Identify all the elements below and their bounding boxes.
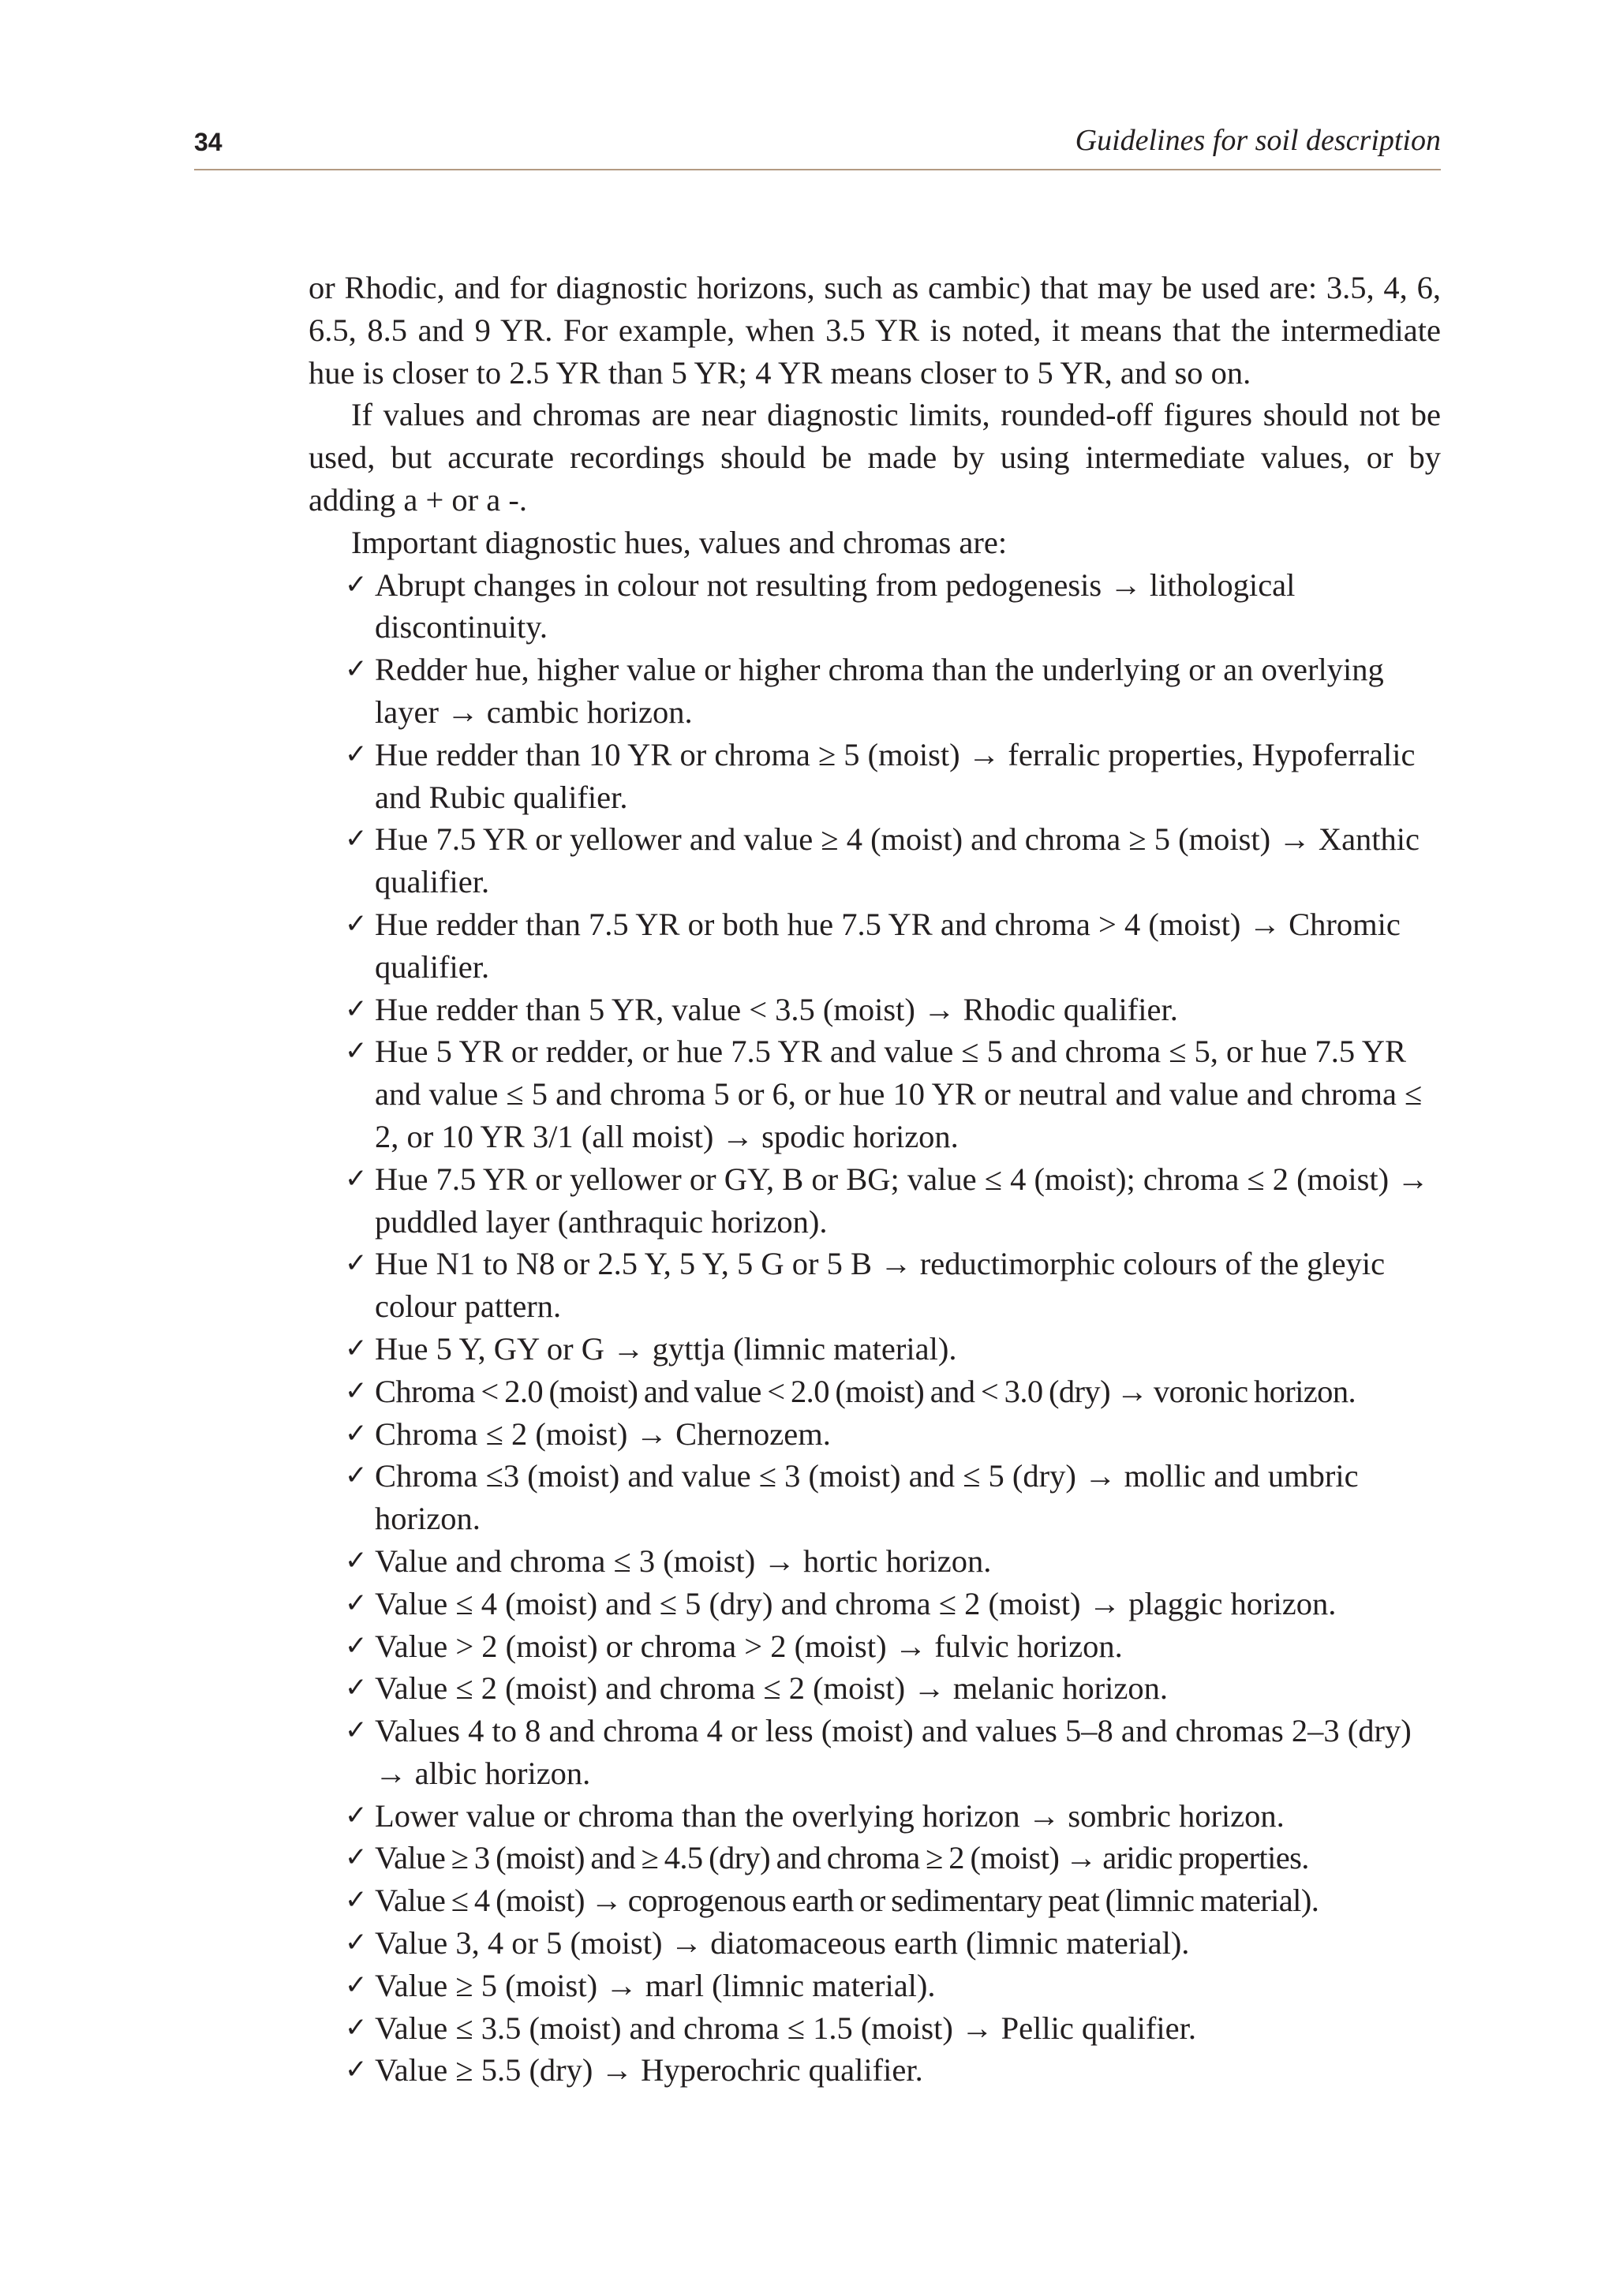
check-icon: ✓ [345, 1969, 368, 2001]
diagnostic-criteria-list [309, 564, 1441, 2092]
list-item-text: Hue 7.5 YR or yellower or GY, B or BG; value ≤ 4 (moist); chroma ≤ 2 (moist) → puddled layer (anthraquic horizon). [375, 1161, 1429, 1240]
list-item-text: Hue 7.5 YR or yellower and value ≥ 4 (moist) and chroma ≥ 5 (moist) → Xanthic qualifier. [375, 821, 1420, 900]
list-item [345, 1243, 1441, 1328]
check-icon: ✓ [345, 738, 368, 770]
list-item [345, 903, 1441, 989]
body-text [309, 267, 1441, 2092]
check-icon: ✓ [345, 1374, 367, 1407]
list-item-text: Value ≤ 2 (moist) and chroma ≤ 2 (moist) → melanic horizon. [375, 1670, 1168, 1707]
list-item-text: Value > 2 (moist) or chroma > 2 (moist) → fulvic horizon. [375, 1628, 1123, 1664]
list-item [345, 1370, 1441, 1413]
list-item [345, 564, 1441, 649]
list-item-text: Hue redder than 10 YR or chroma ≥ 5 (moist) → ferralic properties, Hypoferralic and Rubic qualifier. [375, 736, 1416, 815]
check-icon: ✓ [345, 993, 368, 1025]
check-icon: ✓ [345, 1162, 368, 1195]
list-item-text: Value ≥ 5.5 (dry) → Hyperochric qualifier. [375, 2052, 923, 2088]
check-icon: ✓ [345, 1587, 368, 1619]
list-item [345, 1540, 1441, 1583]
list-item [345, 989, 1441, 1031]
list-item [345, 1667, 1441, 1710]
page-header [194, 118, 1441, 170]
check-icon: ✓ [345, 568, 368, 600]
check-icon: ✓ [345, 1672, 368, 1704]
check-icon: ✓ [345, 2011, 368, 2044]
list-item-text: Hue redder than 5 YR, value < 3.5 (moist) → Rhodic qualifier. [375, 991, 1178, 1027]
check-icon: ✓ [345, 1247, 368, 1280]
list-item [345, 1965, 1441, 2007]
list-item [345, 649, 1441, 734]
check-icon: ✓ [345, 1927, 368, 1959]
list-item [345, 1328, 1441, 1370]
paragraph-continuation: or Rhodic, and for diagnostic horizons, such as cambic) that may be used are: 3.5, 4, 6, 6.5, 8.5 and 9 YR. For example, when 3.5 YR is noted, it means that the intermediate hue is closer to 2.5 YR than 5 YR; 4 YR means closer to 5 YR, and so on. [309, 270, 1441, 391]
check-icon: ✓ [345, 823, 368, 855]
list-item [345, 2049, 1441, 2092]
list-item-text: Abrupt changes in colour not resulting from pedogenesis → lithological discontinuity. [375, 567, 1296, 645]
list-item-text: Values 4 to 8 and chroma 4 or less (moist) and values 5–8 and chromas 2–3 (dry) → albic horizon. [375, 1713, 1412, 1791]
paragraph-rounding: If values and chromas are near diagnostic limits, rounded-off figures should not be used, but accurate recordings should be made by using intermediate values, or by adding a + or a -. [309, 397, 1441, 518]
list-item [345, 1879, 1441, 1922]
running-title: Guidelines for soil description [1075, 124, 1441, 157]
list-item [345, 1795, 1441, 1838]
page-number: 34 [194, 128, 223, 156]
list-item-text: Value 3, 4 or 5 (moist) → diatomaceous earth (limnic material). [375, 1925, 1190, 1961]
list-item-text: Hue redder than 7.5 YR or both hue 7.5 YR and chroma > 4 (moist) → Chromic qualifier. [375, 906, 1401, 985]
list-item-text: Value and chroma ≤ 3 (moist) → hortic horizon. [375, 1543, 992, 1579]
check-icon: ✓ [345, 653, 368, 686]
list-item-text: Hue 5 Y, GY or G → gyttja (limnic material). [375, 1330, 957, 1367]
list-item-text: Chroma < 2.0 (moist) and value < 2.0 (moist) and < 3.0 (dry) → voronic horizon. [375, 1373, 1356, 1409]
list-item-text: Chroma ≤3 (moist) and value ≤ 3 (moist) and ≤ 5 (dry) → mollic and umbric horizon. [375, 1458, 1359, 1537]
check-icon: ✓ [345, 1884, 367, 1916]
list-item [345, 1455, 1441, 1540]
check-icon: ✓ [345, 1629, 368, 1662]
list-item [345, 818, 1441, 903]
list-item-text: Value ≤ 4 (moist) and ≤ 5 (dry) and chroma ≤ 2 (moist) → plaggic horizon. [375, 1585, 1337, 1621]
list-item-text: Hue N1 to N8 or 2.5 Y, 5 Y, 5 G or 5 B → reductimorphic colours of the gleyic colour pattern. [375, 1246, 1386, 1325]
check-icon: ✓ [345, 1417, 368, 1449]
list-item [345, 1837, 1441, 1879]
list-item-text: Value ≤ 3.5 (moist) and chroma ≤ 1.5 (moist) → Pellic qualifier. [375, 2010, 1196, 2046]
list-item [345, 2007, 1441, 2050]
check-icon: ✓ [345, 2054, 368, 2086]
list-item-text: Value ≥ 3 (moist) and ≥ 4.5 (dry) and chroma ≥ 2 (moist) → aridic properties. [375, 1840, 1309, 1876]
list-item [345, 1583, 1441, 1625]
list-item [345, 1030, 1441, 1157]
list-item-text: Value ≤ 4 (moist) → coprogenous earth or sedimentary peat (limnic material). [375, 1883, 1319, 1919]
list-item-text: Lower value or chroma than the overlying horizon → sombric horizon. [375, 1797, 1285, 1834]
list-item [345, 734, 1441, 819]
paragraph-list-intro: Important diagnostic hues, values and chromas are: [351, 524, 1008, 560]
check-icon: ✓ [345, 1332, 368, 1364]
check-icon: ✓ [345, 1842, 367, 1874]
list-item-text: Value ≥ 5 (moist) → marl (limnic material). [375, 1967, 936, 2003]
list-item [345, 1413, 1441, 1456]
check-icon: ✓ [345, 1460, 368, 1492]
list-item [345, 1710, 1441, 1795]
list-item [345, 1158, 1441, 1243]
check-icon: ✓ [345, 1715, 368, 1747]
list-item-text: Hue 5 YR or redder, or hue 7.5 YR and value ≤ 5 and chroma ≤ 5, or hue 7.5 YR and value ≤ 5 and chroma 5 or 6, or hue 10 YR or neutral and value and chroma ≤ 2, or 10 YR 3/1 (all moist) → spodic horizon. [375, 1034, 1423, 1154]
list-item [345, 1922, 1441, 1965]
list-item-text: Redder hue, higher value or higher chroma than the underlying or an overlying layer → cambic horizon. [375, 652, 1384, 730]
check-icon: ✓ [345, 1544, 368, 1576]
check-icon: ✓ [345, 1035, 368, 1068]
list-item-text: Chroma ≤ 2 (moist) → Chernozem. [375, 1415, 831, 1452]
list-item [345, 1625, 1441, 1668]
check-icon: ✓ [345, 1799, 368, 1831]
check-icon: ✓ [345, 907, 368, 940]
